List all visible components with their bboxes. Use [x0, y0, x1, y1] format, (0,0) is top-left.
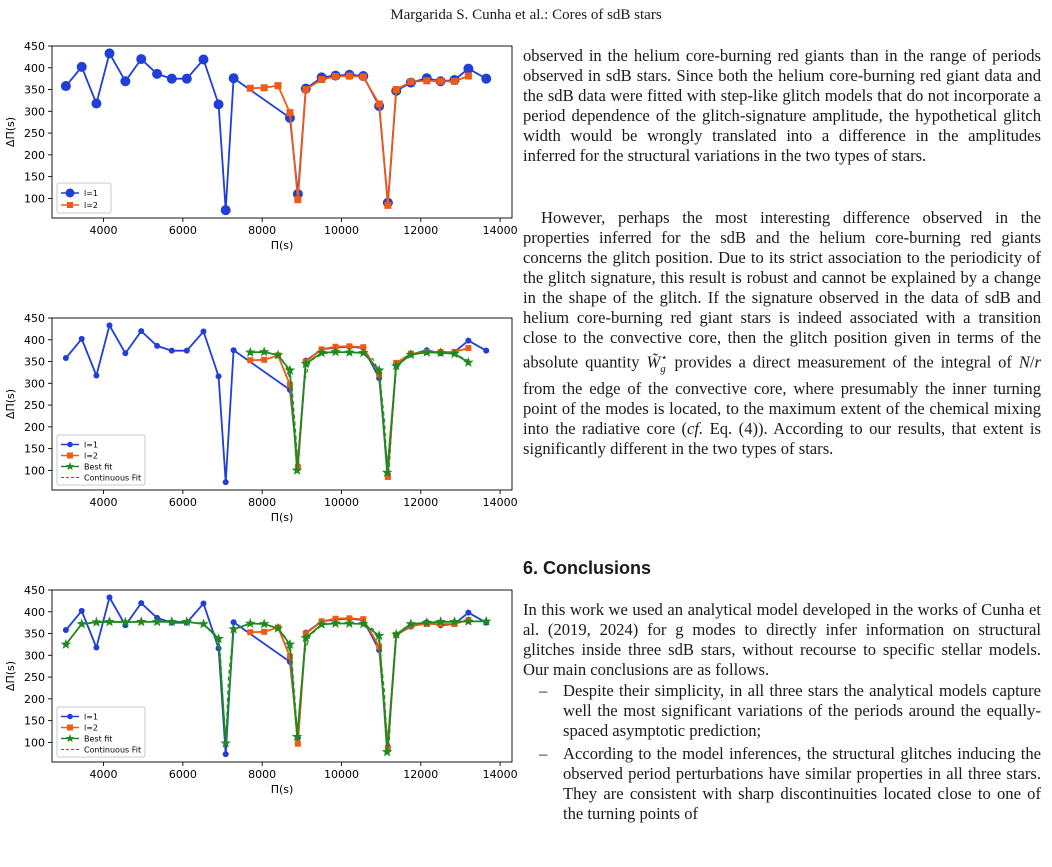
x-tick-label: 8000	[248, 768, 277, 781]
x-tick-label: 14000	[482, 496, 518, 509]
data-point-l-1	[169, 348, 175, 354]
running-head: Margarida S. Cunha et al.: Cores of sdB stars	[390, 7, 662, 23]
data-point-l-2	[286, 109, 293, 116]
paragraph-2-part-a: However, perhaps the most interesting difference observed in the properties inferred for the sdB and the helium core-burning red giants concerns the glitch position. Due to its strict association to the periodicity of the glitch signature, this result is robust and cannot be explained by a change in the shape of the glitch. If the signature observed in the data of sdB and helium core-burning red giant stars is indeed associated with a transition close to the convective core, then the glitch position given in terms of the absolute quantity	[523, 208, 1041, 372]
x-tick-label: 6000	[168, 224, 197, 237]
y-tick-label: 450	[24, 40, 45, 53]
section-title: 6. Conclusions	[523, 558, 652, 578]
x-tick-label: 4000	[89, 496, 118, 509]
series-line-l-2	[250, 618, 468, 749]
data-point-l-1	[200, 328, 206, 334]
y-tick-label: 200	[24, 148, 45, 162]
paragraph-2-text: However, perhaps the most interesting difference observed in the properties inferred for the sdB and the helium core-burning red giants concerns the glitch position. Due to its strict association to the periodicity of the glitch signature, this result is robust and cannot be explained by a change in the shape of the glitch. If the signature observed in the data of sdB and helium core-burning red giant stars is indeed associated with a transition close to the convective core, then the glitch position given in terms of the absolute quantity $W̃_g^⋆$ provides a direct measurement of the integral of N/r from the edge of the convective core, where presumably the inner turning point of the modes is located, to the maximum extent of the chemical mixing into the radiative core (cf. Eq. (4)). According to our results, that extent is significantly different in the two types of stars.	[523, 208, 1041, 458]
x-tick-label: 10000	[323, 224, 359, 237]
data-point-l-1	[63, 355, 69, 361]
data-point-l-1	[91, 98, 101, 108]
x-tick-label: 12000	[403, 768, 439, 781]
x-tick-label: 6000	[168, 768, 197, 781]
x-axis-label: Π(s)	[270, 511, 294, 524]
y-tick-label: 150	[24, 170, 45, 184]
y-tick-label: 300	[24, 377, 45, 391]
data-point-l-1	[107, 322, 113, 328]
y-tick-label: 400	[24, 605, 45, 619]
data-point-l-2	[437, 78, 444, 85]
plot-panel-top	[0, 38, 520, 253]
data-point-l-2	[318, 76, 325, 83]
y-tick-label: 100	[24, 464, 45, 478]
data-point-l-2	[247, 357, 253, 363]
data-point-l-2	[423, 77, 430, 84]
y-tick-label: 250	[24, 671, 45, 685]
data-point-l-1	[122, 350, 128, 356]
data-point-l-1	[79, 608, 85, 614]
data-point-l-2	[393, 86, 400, 93]
x-tick-label: 4000	[89, 768, 118, 781]
data-point-l-1	[79, 336, 85, 342]
x-axis-label: Π(s)	[270, 239, 294, 252]
x-tick-label: 14000	[482, 768, 518, 781]
data-point-l-2	[261, 629, 267, 635]
x-tick-label: 10000	[323, 768, 359, 781]
paragraph-1	[523, 46, 1041, 166]
legend-label-l-2: l=2	[84, 723, 99, 733]
y-tick-label: 200	[24, 692, 45, 706]
x-tick-label: 12000	[403, 496, 439, 509]
data-point-l-2	[451, 78, 458, 85]
data-point-l-2	[261, 84, 268, 91]
legend-label-l-2: l=2	[84, 201, 99, 210]
paragraph-1-text: observed in the helium core-burning red giants than in the range of periods observed in sdB stars. Since both the helium core-burning red giant data and the sdB data were fitted with step-like glitch models that do not incorporate a period dependence of the glitch-signature amplitude, the hypothetical glitch width would be wrongly translated into a difference in the amplitudes inferred for the structural variations in the two types of stars.	[523, 46, 1041, 165]
data-point-l-1	[214, 99, 224, 109]
x-tick-label: 6000	[168, 496, 197, 509]
plot-panel-bottom	[0, 582, 520, 797]
y-tick-label: 250	[24, 127, 45, 141]
data-point-l-2	[247, 85, 254, 92]
chart-middle	[0, 310, 520, 525]
legend-marker-l-1	[67, 714, 73, 720]
data-point-l-1	[463, 64, 473, 74]
y-axis-label: ΔΠ(s)	[4, 116, 17, 148]
legend-label-l-1: l=1	[84, 189, 99, 198]
data-point-l-1	[481, 74, 491, 84]
data-point-l-1	[77, 62, 87, 72]
y-tick-label: 450	[24, 312, 45, 325]
legend-marker-l-1	[67, 442, 73, 448]
data-point-l-1	[138, 328, 144, 334]
data-point-l-1	[182, 74, 192, 84]
data-point-l-2	[346, 73, 353, 80]
y-tick-label: 100	[24, 736, 45, 750]
data-point-l-1	[93, 644, 99, 650]
data-point-l-2	[465, 345, 471, 351]
paragraph-2-part-b: provides a direct measurement of the integral of	[674, 352, 1012, 372]
y-tick-label: 150	[24, 442, 45, 456]
y-tick-label: 200	[24, 420, 45, 434]
y-tick-label: 100	[24, 192, 45, 206]
data-point-l-1	[216, 373, 222, 379]
data-point-l-1	[61, 81, 71, 91]
y-tick-label: 300	[24, 649, 45, 663]
data-point-l-1	[223, 479, 229, 485]
data-point-l-2	[247, 629, 253, 635]
x-axis-label: Π(s)	[270, 783, 294, 796]
data-point-l-1	[120, 76, 130, 86]
legend-marker-l-2	[67, 202, 73, 208]
data-point-l-1	[198, 54, 208, 64]
legend-label-l-2: l=2	[84, 451, 99, 461]
x-tick-label: 8000	[248, 224, 277, 237]
y-tick-label: 400	[24, 61, 45, 75]
y-tick-label: 150	[24, 714, 45, 728]
y-axis-label: ΔΠ(s)	[4, 388, 17, 420]
data-point-best-fit	[245, 618, 256, 628]
chart-bottom	[0, 582, 520, 797]
data-point-l-2	[261, 357, 267, 363]
legend-marker-l-1	[66, 189, 75, 198]
data-point-l-1	[231, 347, 237, 353]
data-point-l-1	[154, 343, 160, 349]
data-point-l-1	[152, 69, 162, 79]
data-point-l-2	[302, 86, 309, 93]
y-tick-label: 450	[24, 584, 45, 597]
data-point-l-1	[465, 610, 471, 616]
conclusion-item: – According to the model inferences, the structural glitches inducing the observed period perturbations have similar properties in all three stars. They are consistent with sharp discontinuities located close to one of the turning points of	[539, 744, 1041, 823]
data-point-l-1	[221, 205, 231, 215]
x-tick-label: 4000	[89, 224, 118, 237]
x-tick-label: 10000	[323, 496, 359, 509]
y-tick-label: 350	[24, 355, 45, 369]
data-point-l-1	[136, 54, 146, 64]
legend-marker-l-2	[67, 453, 73, 459]
y-tick-label: 350	[24, 83, 45, 97]
paragraph-3	[523, 600, 1041, 680]
y-tick-label: 350	[24, 627, 45, 641]
paragraph-2-part-d: Eq. (4)). According to our results, that extent is significantly different in the two types of stars.	[523, 418, 1041, 458]
data-point-l-1	[105, 48, 115, 58]
paragraph-2	[523, 208, 1041, 459]
data-point-l-1	[184, 348, 190, 354]
series-line-l-2	[250, 76, 468, 205]
data-point-l-2	[360, 73, 367, 80]
series-line-l-2	[250, 346, 468, 477]
legend-label-continuous-fit: Continuous Fit	[84, 473, 142, 483]
data-point-l-1	[93, 372, 99, 378]
data-point-best-fit	[463, 357, 474, 367]
data-point-l-1	[107, 594, 113, 600]
data-point-l-1	[200, 600, 206, 606]
paragraph-2-cf: cf.	[687, 418, 704, 438]
legend-label-l-1: l=1	[84, 712, 99, 722]
conclusion-item-text: According to the model inferences, the structural glitches inducing the observed period perturbations have similar properties in all three stars. They are consistent with sharp discontinuities located close to one of the turning points of	[563, 744, 1041, 823]
data-point-l-1	[229, 73, 239, 83]
data-point-l-2	[376, 100, 383, 107]
data-point-best-fit	[273, 623, 284, 633]
data-point-l-2	[275, 82, 282, 89]
paragraph-2-part-c: from the edge of the convective core, where presumably the inner turning point of the modes is located, to the maximum extent of the chemical mixing into the radiative core (	[523, 378, 1041, 438]
data-point-l-2	[384, 202, 391, 209]
legend-label-continuous-fit: Continuous Fit	[84, 745, 142, 755]
data-point-l-1	[465, 338, 471, 344]
paragraph-3-text: In this work we used an analytical model developed in the works of Cunha et al. (2019, 2024) for g modes to directly infer information on structural glitches inside three sdB stars, without recourse to specific stellar models. Our main conclusions are as follows.	[523, 600, 1041, 679]
conclusion-item-text: Despite their simplicity, in all three stars the analytical models capture well the most significant variations of the periods around the equally-spaced asymptotic prediction;	[563, 681, 1041, 740]
legend-label-l-1: l=1	[84, 440, 99, 450]
data-point-l-1	[138, 600, 144, 606]
x-tick-label: 12000	[403, 224, 439, 237]
y-tick-label: 250	[24, 399, 45, 413]
legend-label-best-fit: Best fit	[84, 734, 113, 744]
data-point-l-2	[294, 196, 301, 203]
y-tick-label: 300	[24, 105, 45, 119]
data-point-l-2	[332, 73, 339, 80]
plot-panel-middle	[0, 310, 520, 525]
data-point-best-fit	[259, 347, 270, 357]
y-tick-label: 400	[24, 333, 45, 347]
conclusion-item: – Despite their simplicity, in all three stars the analytical models capture well the most significant variations of the periods around the equally-spaced asymptotic prediction;	[539, 681, 1041, 740]
legend-marker-l-2	[67, 725, 73, 731]
x-tick-label: 8000	[248, 496, 277, 509]
conclusions-list	[523, 681, 1041, 827]
chart-top	[0, 38, 520, 253]
y-axis-label: ΔΠ(s)	[4, 660, 17, 692]
data-point-l-2	[295, 741, 301, 747]
data-point-l-1	[223, 751, 229, 757]
x-tick-label: 14000	[482, 224, 518, 237]
data-point-best-fit	[104, 616, 114, 626]
legend-label-best-fit: Best fit	[84, 462, 113, 472]
data-point-l-1	[63, 627, 69, 633]
data-point-l-1	[167, 74, 177, 84]
data-point-l-2	[407, 78, 414, 85]
data-point-l-2	[465, 73, 472, 80]
data-point-l-1	[483, 348, 489, 354]
